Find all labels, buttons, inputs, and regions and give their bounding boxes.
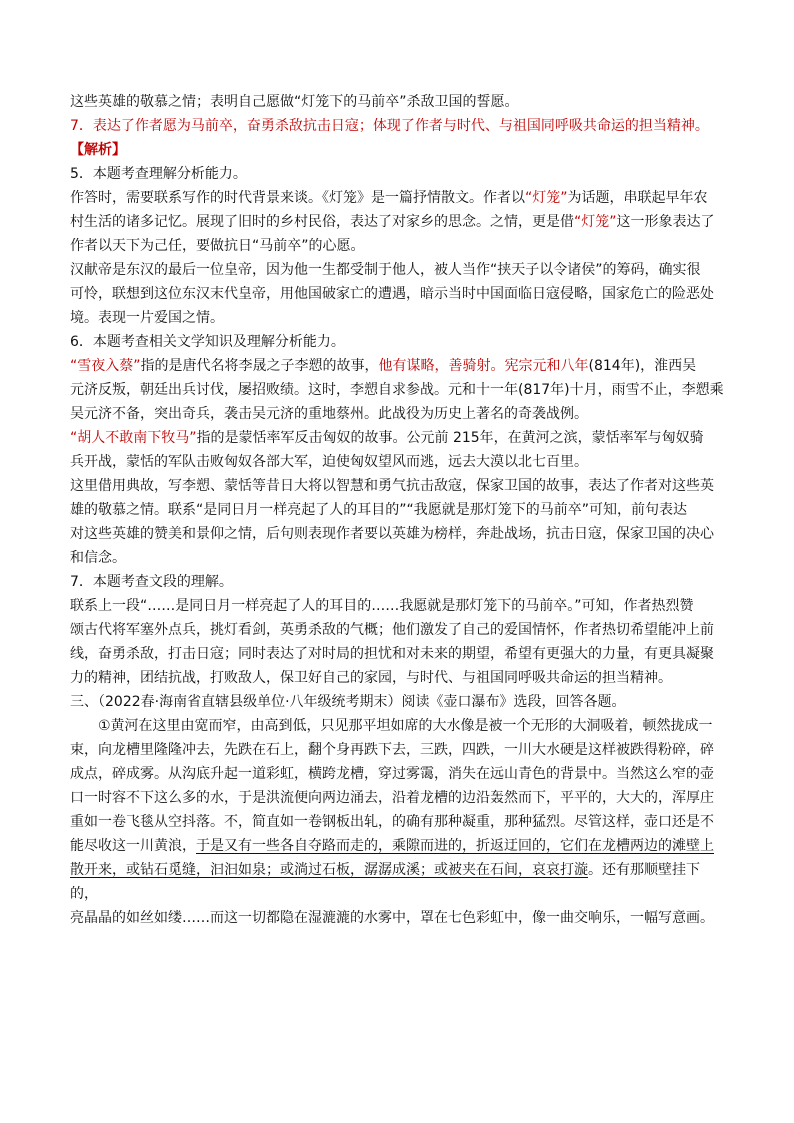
analysis-6-line: 对这些英雄的赞美和景仰之情，后句则表现作者要以英雄为榜样，奔赴战场，抗击日寇，保家卫国的决心 — [70, 526, 714, 542]
analysis-6-line: 吴元济不备，突出奇兵，袭击吴元济的重地蔡州。此战役为历史上著名的奇袭战例。 — [70, 406, 588, 422]
analysis-5-line: 可怜，联想到这位东汉末代皇帝，用他国破家亡的遭遇，暗示当时中国面临日寇侵略，国家危亡的险恶处 — [70, 286, 714, 302]
answer-7: 7．表达了作者愿为马前卒，奋勇杀敌抗击日寇；体现了作者与时代、与祖国同呼吸共命运的担当精神。 — [70, 118, 709, 134]
section-three-heading: 三、（2022春·海南省直辖县级单位·八年级统考期末）阅读《壶口瀑布》选段，回答各题。 — [70, 694, 626, 710]
analysis-5-line: 作者以天下为己任，要做抗日“马前卒”的心愿。 — [70, 238, 365, 254]
analysis-6-line: “胡人不敢南下牧马”指的是蒙恬率军反击匈奴的故事。公元前 215年，在黄河之滨，蒙恬率军与匈奴骑 — [70, 430, 704, 446]
passage-line: ①黄河在这里由宽而窄，由高到低，只见那平坦如席的大水像是被一个无形的大洞吸着，顿然拢成一 — [98, 718, 713, 734]
passage-line: 亮晶晶的如丝如缕……而这一切都隐在湿漉漉的水雾中，罩在七色彩虹中，像一曲交响乐，一幅写意画。 — [70, 910, 714, 926]
analysis-5-heading: 5．本题考查理解分析能力。 — [70, 166, 247, 182]
analysis-7-line: 线，奋勇杀敌，打击日寇；同时表达了对时局的担忧和对未来的期望，希望有更强大的力量，有更具凝聚 — [70, 646, 714, 662]
underlined-sentence: 于是又有一些各自夺路而走的，乘隙而进的，折返迂回的，它们在龙槽两边的滩壁上 — [196, 838, 714, 854]
analysis-heading: 【解析】 — [70, 142, 126, 158]
analysis-6-heading: 6．本题考查相关文学知识及理解分析能力。 — [70, 334, 345, 350]
analysis-6-line: 雄的敬慕之情。联系“是同日月一样亮起了人的耳目的”“我愿就是那灯笼下的马前卒”可知，前句表达 — [70, 502, 688, 518]
passage-line: 重如一卷飞毯从空抖落。不，简直如一卷钢板出轧，的确有那种凝重，那种猛烈。尽管这样，壶口还是不 — [70, 814, 714, 830]
document-page — [70, 90, 726, 930]
analysis-5-line: 汉献帝是东汉的最后一位皇帝，因为他一生都受制于他人，被人当作“挟天子以令诸侯”的筹码，确实很 — [70, 262, 701, 278]
analysis-5-line: 村生活的诸多记忆。展现了旧时的乡村民俗，表达了对家乡的思念。之情，更是借“灯笼”这一形象表达了 — [70, 214, 715, 230]
analysis-5-line: 作答时，需要联系写作的时代背景来谈。《灯笼》是一篇抒情散文。作者以“灯笼”为话题，串联起早年农 — [70, 190, 708, 206]
passage-line: 散开来，或钻石觅缝，汩汩如泉；或淌过石板，潺潺成溪；或被夹在石间，哀哀打漩。还有那顺壁挂下的， — [70, 862, 700, 902]
analysis-6-line: 兵开战，蒙恬的军队击败匈奴各部大军，迫使匈奴望风而逃，远去大漠以北七百里。 — [70, 454, 588, 470]
analysis-6-line: 和信念。 — [70, 550, 126, 566]
answer-text-line: 这些英雄的敬慕之情；表明自己愿做“灯笼下的马前卒”杀敌卫国的誓愿。 — [70, 94, 519, 110]
passage-line: 成点，碎成雾。从沟底升起一道彩虹，横跨龙槽，穿过雾霭，消失在远山青色的背景中。当然这么窄的壶 — [70, 766, 714, 782]
analysis-7-line: 颂古代将军塞外点兵，挑灯看剑，英勇杀敌的气概；他们激发了自己的爱国情怀，作者热切希望能冲上前 — [70, 622, 714, 638]
analysis-7-line: 力的精神，团结抗战，打败敌人，保卫好自己的家园，与时代、与祖国同呼吸共命运的担当精神。 — [70, 670, 672, 686]
analysis-6-line: 这里借用典故，写李愬、蒙恬等昔日大将以智慧和勇气抗击敌寇，保家卫国的故事，表达了作者对这些英 — [70, 478, 714, 494]
passage-line: 束，向龙槽里隆隆冲去，先跌在石上，翻个身再跌下去，三跌，四跌，一川大水硬是这样被跌得粉碎，碎 — [70, 742, 714, 758]
underlined-sentence: 散开来，或钻石觅缝，汩汩如泉；或淌过石板，潺潺成溪；或被夹在石间，哀哀打漩 — [70, 862, 588, 878]
analysis-7-heading: 7．本题考查文段的理解。 — [70, 574, 233, 590]
analysis-6-line: “雪夜入蔡”指的是唐代名将李晟之子李愬的故事，他有谋略，善骑射。宪宗元和八年(814年)，淮西吴 — [70, 358, 697, 374]
analysis-7-line: 联系上一段“……是同日月一样亮起了人的耳目的……我愿就是那灯笼下的马前卒。”可知，作者热烈赞 — [70, 598, 694, 614]
reading-passage — [70, 714, 726, 930]
passage-line: 能尽收这一川黄浪，于是又有一些各自夺路而走的，乘隙而进的，折返迂回的，它们在龙槽两边的滩壁上 — [70, 838, 714, 854]
passage-line: 口一时容不下这么多的水，于是洪流便向两边涌去，沿着龙槽的边沿轰然而下，平平的，大大的，浑厚庄 — [70, 790, 714, 806]
analysis-5-line: 境。表现一片爱国之情。 — [70, 310, 224, 326]
analysis-6-line: 元济反叛，朝廷出兵讨伐，屡招败绩。这时，李愬自求参战。元和十一年(817年)十月，雨雪不止，李愬乘 — [70, 382, 724, 398]
